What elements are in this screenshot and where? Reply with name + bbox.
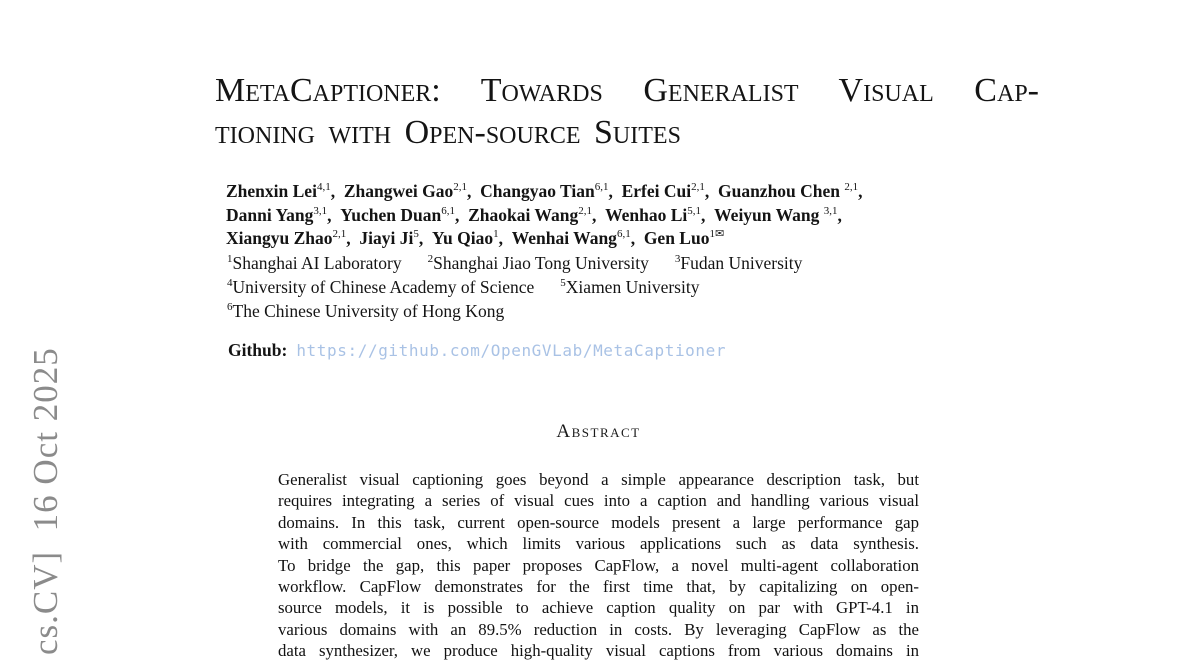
github-label: Github: — [228, 340, 288, 360]
affiliation-name: Shanghai Jiao Tong University — [433, 253, 649, 273]
author-line — [226, 227, 986, 251]
affiliation-item — [227, 301, 504, 321]
author-name: Wenhai Wang — [511, 228, 617, 248]
author-separator: , — [837, 204, 842, 225]
affiliation-name: Shanghai AI Laboratory — [232, 253, 402, 273]
author-affiliation-sup: 4,1 — [316, 181, 331, 194]
author-affiliation-sup: 5,1 — [687, 204, 702, 217]
abstract-line: domains. In this task, current open-source models present a large performance gap — [278, 512, 919, 532]
author-affiliation-sup: 5 — [413, 228, 419, 241]
affiliation-name: University of Chinese Academy of Science — [232, 277, 535, 297]
author-separator: , — [591, 204, 606, 225]
abstract-text — [278, 469, 919, 662]
affiliation-name: Xiamen University — [565, 277, 700, 297]
author-name: Xiangyu Zhao — [226, 228, 333, 248]
affiliation-number: 6 — [227, 301, 233, 314]
affiliation-item — [675, 253, 803, 273]
author-name: Changyao Tian — [480, 181, 595, 201]
affiliation-name: Fudan University — [680, 253, 803, 273]
author-separator: , — [418, 228, 432, 248]
affiliation-list — [227, 251, 987, 323]
author-affiliation-sup: 6,1 — [594, 181, 609, 194]
author-affiliation-sup: 3,1 — [823, 204, 838, 217]
author-name: Zhangwei Gao — [343, 181, 454, 201]
author-affiliation-sup: 6,1 — [616, 228, 631, 241]
author-name: Erfei Cui — [621, 181, 692, 201]
author-affiliation-sup: 3,1 — [313, 204, 328, 217]
abstract-line: To bridge the gap, this paper proposes CapFlow, a novel multi-agent collaboration — [278, 555, 919, 575]
affiliation-number: 5 — [560, 277, 566, 290]
affiliation-number: 3 — [674, 253, 681, 266]
affiliation-line — [227, 299, 987, 323]
affiliation-item — [560, 277, 699, 297]
affiliation-number: 2 — [427, 253, 434, 266]
author-separator: , — [330, 181, 344, 201]
affiliation-line — [227, 251, 987, 275]
author-separator: , — [498, 228, 512, 248]
author-separator: , — [701, 204, 715, 225]
author-name: Jiayi Ji — [359, 228, 414, 248]
author-affiliation-sup: 1 — [493, 228, 499, 241]
paper-title — [215, 70, 1039, 154]
affiliation-item — [227, 277, 534, 297]
author-line — [226, 180, 986, 204]
github-line — [228, 340, 726, 361]
author-separator: , — [630, 228, 644, 248]
abstract-heading: Abstract — [556, 421, 641, 442]
affiliation-name: The Chinese University of Hong Kong — [232, 301, 505, 321]
abstract-line: source models, it is possible to achieve caption quality on par with GPT-4.1 in — [278, 598, 919, 618]
author-name: Wenhao Li — [605, 204, 688, 225]
author-affiliation-sup: 2,1 — [578, 204, 592, 217]
author-affiliation-sup: 2,1 — [453, 181, 467, 194]
author-affiliation-sup: 2,1 — [844, 181, 859, 194]
author-affiliation-sup: 2,1 — [332, 228, 347, 241]
arxiv-watermark: cs.CV] 16 Oct 2025 — [26, 347, 65, 655]
author-separator: , — [608, 181, 622, 201]
author-name: Zhenxin Lei — [226, 181, 317, 201]
author-name: Guanzhou Chen — [717, 181, 845, 201]
github-link[interactable]: https://github.com/OpenGVLab/MetaCaptioner — [296, 341, 727, 360]
author-line — [226, 204, 986, 228]
abstract-line: various domains with an 89.5% reduction in costs. By leveraging CapFlow as the — [278, 619, 919, 639]
abstract-line: requires integrating a series of visual cues into a caption and handling various visual — [278, 491, 919, 511]
abstract-line: with commercial ones, which limits various applications such as data synthesis. — [278, 534, 919, 554]
author-separator: , — [466, 181, 481, 201]
author-name: Yu Qiao — [431, 228, 494, 248]
affiliation-number: 4 — [227, 277, 233, 290]
abstract-line: workflow. CapFlow demonstrates for the first time that, by capitalizing on open- — [278, 577, 919, 597]
affiliation-item — [227, 253, 402, 273]
abstract-line: data synthesizer, we produce high-quality visual captions from various domains in — [278, 641, 919, 661]
paper-title-line1: MetaCaptioner: Towards Generalist Visual Cap- — [215, 72, 1039, 109]
author-name: Yuchen Duan — [340, 204, 442, 225]
author-name: Gen Luo — [643, 228, 710, 248]
affiliation-number: 1 — [227, 253, 233, 266]
author-name: Zhaokai Wang — [468, 204, 579, 225]
author-list — [226, 180, 986, 251]
author-name: Weiyun Wang — [714, 204, 824, 225]
author-separator: , — [327, 204, 341, 225]
author-separator: , — [858, 181, 863, 201]
paper-title-line2: tioning with Open-source Suites — [215, 114, 681, 151]
author-name: Danni Yang — [226, 204, 314, 225]
author-separator: , — [346, 228, 360, 248]
affiliation-item — [428, 253, 649, 273]
author-separator: , — [455, 204, 469, 225]
author-affiliation-sup: 1✉ — [709, 228, 725, 241]
author-separator: , — [704, 181, 718, 201]
abstract-line: Generalist visual captioning goes beyond a simple appearance description task, but — [278, 470, 919, 489]
author-affiliation-sup: 2,1 — [691, 181, 705, 194]
author-affiliation-sup: 6,1 — [441, 204, 455, 217]
affiliation-line — [227, 275, 987, 299]
